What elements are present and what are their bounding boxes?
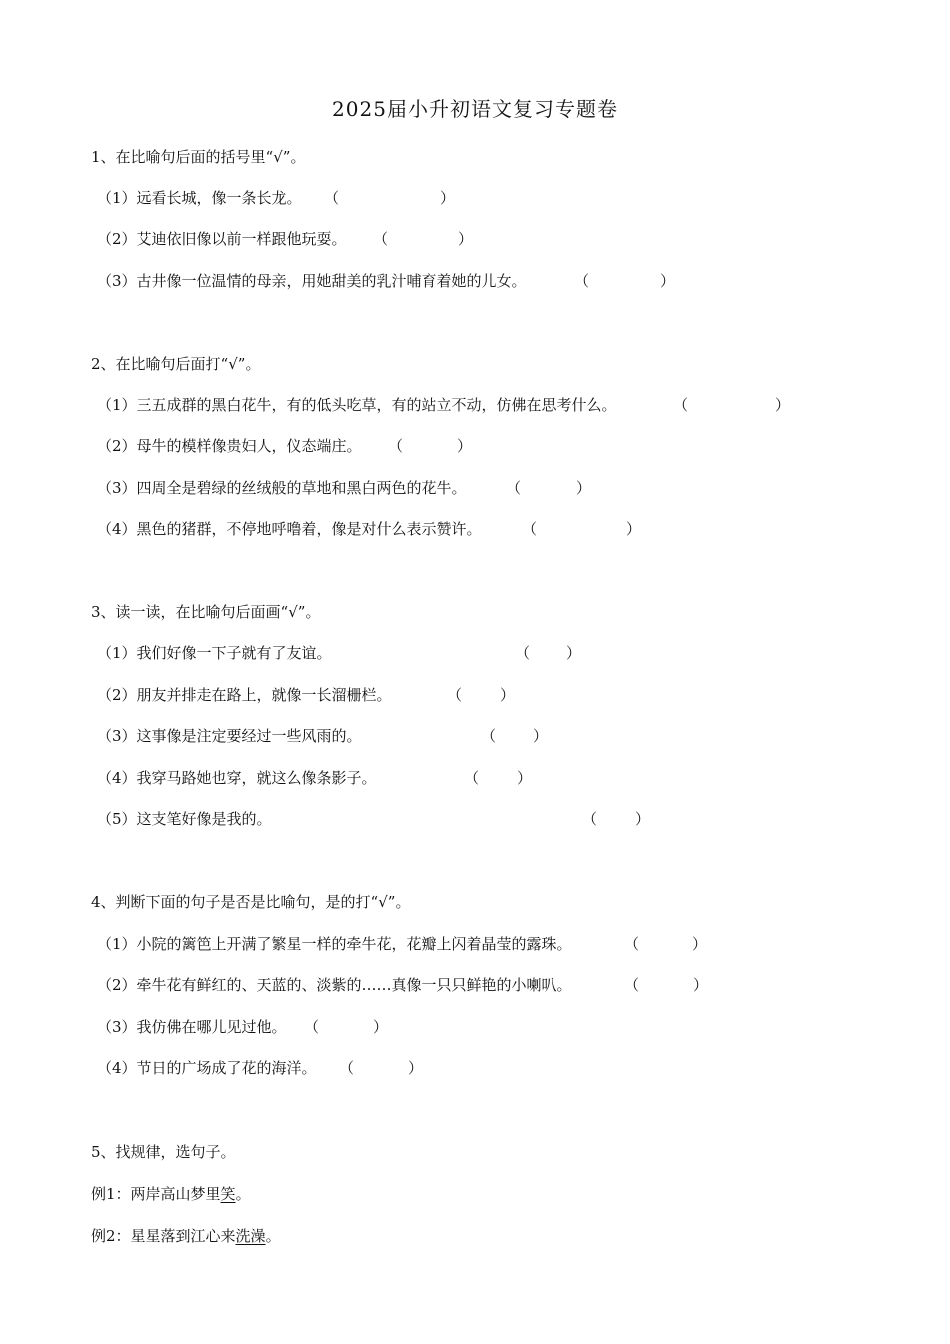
answer-paren-close: ）: [626, 520, 642, 538]
question-1-heading: 1、在比喻句后面的括号里“√”。: [91, 148, 306, 166]
example-1: [91, 1183, 251, 1204]
question-3-item-4: （4）我穿马路她也穿，就这么像条影子。: [97, 769, 377, 787]
question-2-heading: 2、在比喻句后面打“√”。: [91, 355, 261, 373]
answer-paren-close: ）: [692, 935, 708, 953]
question-4-item-3: （3）我仿佛在哪儿见过他。: [97, 1018, 287, 1036]
answer-paren-open: （: [339, 1059, 355, 1077]
question-4-item-1: （1）小院的篱笆上开满了繁星一样的牵牛花，花瓣上闪着晶莹的露珠。: [97, 935, 572, 953]
question-1-item-1: （1）远看长城，像一条长龙。: [97, 189, 302, 207]
answer-paren-open: （: [304, 1018, 320, 1036]
example-1-underlined-word: 笑: [220, 1185, 236, 1203]
answer-paren-close: ）: [373, 1018, 389, 1036]
question-4-heading: 4、判断下面的句子是否是比喻句，是的打“√”。: [91, 893, 411, 911]
answer-paren-close: ）: [533, 727, 549, 745]
answer-paren-close: ）: [775, 396, 791, 414]
example-2-suffix: 。: [265, 1227, 281, 1245]
question-3-item-5: （5）这支笔好像是我的。: [97, 810, 272, 828]
question-4-item-2: （2）牵牛花有鲜红的、天蓝的、淡紫的……真像一只只鲜艳的小喇叭。: [97, 976, 572, 994]
answer-paren-open: （: [506, 479, 522, 497]
answer-paren-open: （: [515, 644, 531, 662]
answer-paren-close: ）: [635, 810, 651, 828]
answer-paren-open: （: [624, 935, 640, 953]
answer-paren-close: ）: [576, 479, 592, 497]
answer-paren-open: （: [388, 437, 404, 455]
answer-paren-close: ）: [693, 976, 709, 994]
answer-paren-close: ）: [440, 189, 456, 207]
question-2-item-4: （4）黑色的猪群，不停地呼噜着，像是对什么表示赞许。: [97, 520, 482, 538]
example-2-prefix: 例2：星星落到江心来: [91, 1227, 236, 1245]
answer-paren-open: （: [624, 976, 640, 994]
example-1-prefix: 例1：两岸高山梦里: [91, 1185, 221, 1203]
question-1-item-2: （2）艾迪依旧像以前一样跟他玩耍。: [97, 230, 347, 248]
answer-paren-close: ）: [457, 437, 473, 455]
example-1-suffix: 。: [235, 1185, 251, 1203]
question-2-item-3: （3）四周全是碧绿的丝绒般的草地和黑白两色的花牛。: [97, 479, 467, 497]
question-3-item-2: （2）朋友并排走在路上，就像一长溜栅栏。: [97, 686, 392, 704]
answer-paren-open: （: [582, 810, 598, 828]
question-4-item-4: （4）节日的广场成了花的海洋。: [97, 1059, 317, 1077]
answer-paren-open: （: [373, 230, 389, 248]
answer-paren-open: （: [574, 272, 590, 290]
question-1-item-3: （3）古井像一位温情的母亲，用她甜美的乳汁哺育着她的儿女。: [97, 272, 527, 290]
question-2-item-2: （2）母牛的模样像贵妇人，仪态端庄。: [97, 437, 362, 455]
answer-paren-close: ）: [500, 686, 516, 704]
answer-paren-open: （: [324, 189, 340, 207]
answer-paren-open: （: [447, 686, 463, 704]
question-5-heading: 5、找规律，选句子。: [91, 1143, 236, 1161]
answer-paren-close: ）: [458, 230, 474, 248]
answer-paren-close: ）: [408, 1059, 424, 1077]
example-2-underlined-word: 洗澡: [235, 1227, 266, 1245]
answer-paren-open: （: [481, 727, 497, 745]
answer-paren-close: ）: [660, 272, 676, 290]
page-title: 2025届小升初语文复习专题卷: [332, 97, 618, 121]
example-2: [91, 1225, 281, 1246]
answer-paren-close: ）: [566, 644, 582, 662]
question-3-item-1: （1）我们好像一下子就有了友谊。: [97, 644, 332, 662]
answer-paren-open: （: [522, 520, 538, 538]
question-3-item-3: （3）这事像是注定要经过一些风雨的。: [97, 727, 362, 745]
question-3-heading: 3、读一读，在比喻句后面画“√”。: [91, 603, 321, 621]
answer-paren-open: （: [673, 396, 689, 414]
answer-paren-close: ）: [517, 769, 533, 787]
answer-paren-open: （: [464, 769, 480, 787]
question-2-item-1: （1）三五成群的黑白花牛，有的低头吃草，有的站立不动，仿佛在思考什么。: [97, 396, 617, 414]
